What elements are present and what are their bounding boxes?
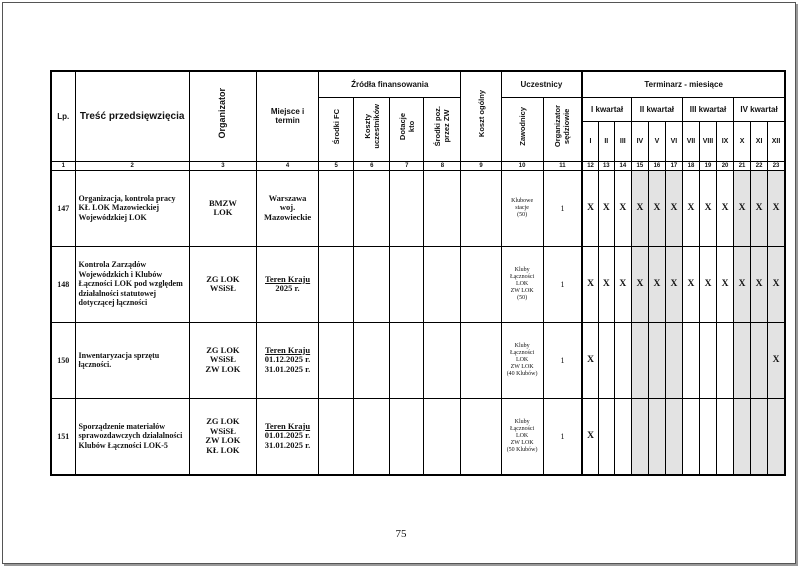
- row-month-mark: X: [598, 246, 614, 322]
- header-uczestnicy: Uczestnicy: [501, 71, 582, 97]
- column-number: 11: [543, 161, 582, 170]
- row-organizator: ZG LOK WSiSŁ ZW LOK KŁ LOK: [189, 398, 256, 475]
- row-srodki-zw: [424, 398, 461, 475]
- row-miejsce: Teren Kraju 2025 r.: [256, 246, 318, 322]
- row-koszty-uczestnikow: [354, 246, 390, 322]
- row-month-mark: [717, 322, 734, 398]
- row-miejsce: Teren Kraju 01.12.2025 r. 31.01.2025 r.: [256, 322, 318, 398]
- row-month-mark: X: [631, 170, 648, 246]
- column-number: 10: [501, 161, 543, 170]
- header-month: V: [648, 121, 665, 161]
- row-organizator: ZG LOK WSiSŁ ZW LOK: [189, 322, 256, 398]
- row-month-mark: X: [717, 170, 734, 246]
- row-lp: 147: [51, 170, 75, 246]
- column-number: 1: [51, 161, 75, 170]
- header-kwartal-3: III kwartał: [682, 97, 733, 121]
- column-number: 13: [598, 161, 614, 170]
- column-number: 8: [424, 161, 461, 170]
- row-srodki-zw: [424, 246, 461, 322]
- header-month: X: [734, 121, 751, 161]
- row-month-mark: X: [648, 246, 665, 322]
- row-month-mark: [614, 398, 631, 475]
- header-dotacje: Dotacje kto: [390, 97, 424, 161]
- row-month-mark: [717, 398, 734, 475]
- header-month: IX: [717, 121, 734, 161]
- row-month-mark: [598, 322, 614, 398]
- row-month-mark: X: [734, 170, 751, 246]
- row-month-mark: X: [768, 246, 785, 322]
- header-month: XII: [768, 121, 785, 161]
- header-srodki-fc: Środki FC: [319, 97, 354, 161]
- row-month-mark: X: [682, 170, 699, 246]
- row-srodki-fc: [319, 398, 354, 475]
- row-tresc: Inwentaryzacja sprzętu łączności.: [75, 322, 189, 398]
- column-number: 22: [751, 161, 768, 170]
- header-month: I: [582, 121, 598, 161]
- row-month-mark: X: [717, 246, 734, 322]
- row-organizator: ZG LOK WSiSŁ: [189, 246, 256, 322]
- column-number: 15: [631, 161, 648, 170]
- column-number: 19: [699, 161, 716, 170]
- column-number: 9: [461, 161, 501, 170]
- row-lp: 148: [51, 246, 75, 322]
- row-month-mark: [751, 398, 768, 475]
- column-number: 2: [75, 161, 189, 170]
- row-koszty-uczestnikow: [354, 398, 390, 475]
- row-month-mark: X: [768, 322, 785, 398]
- header-zrodla: Źródła finansowania: [319, 71, 461, 97]
- row-koszt-ogolny: [461, 246, 501, 322]
- row-organizator: BMZW LOK: [189, 170, 256, 246]
- row-month-mark: [614, 322, 631, 398]
- row-month-mark: X: [751, 170, 768, 246]
- table-row: [51, 246, 785, 322]
- plan-table: [50, 70, 786, 476]
- row-sedziowie: 1: [543, 170, 582, 246]
- row-koszt-ogolny: [461, 398, 501, 475]
- row-month-mark: X: [699, 170, 716, 246]
- column-number: 14: [614, 161, 631, 170]
- row-month-mark: [734, 322, 751, 398]
- row-month-mark: [699, 398, 716, 475]
- column-number: 5: [319, 161, 354, 170]
- column-number: 3: [189, 161, 256, 170]
- header-zawodnicy: Zawodnicy: [501, 97, 543, 161]
- row-month-mark: X: [665, 246, 682, 322]
- header-month: II: [598, 121, 614, 161]
- header-month: III: [614, 121, 631, 161]
- row-zawodnicy: Kluby Łączności LOK ZW LOK (40 Klubów): [501, 322, 543, 398]
- column-number: 21: [734, 161, 751, 170]
- row-month-mark: X: [768, 170, 785, 246]
- header-kwartal-1: I kwartał: [582, 97, 631, 121]
- row-sedziowie: 1: [543, 398, 582, 475]
- row-lp: 150: [51, 322, 75, 398]
- row-month-mark: [751, 322, 768, 398]
- row-month-mark: X: [665, 170, 682, 246]
- header-month: XI: [751, 121, 768, 161]
- row-zawodnicy: Kluby Łączności LOK ZW LOK (50 Klubów): [501, 398, 543, 475]
- column-number: 12: [582, 161, 598, 170]
- row-tresc: Sporządzenie materiałów sprawozdawczych działalności Klubów Łączności LOK-5: [75, 398, 189, 475]
- header-kwartal-4: IV kwartał: [734, 97, 785, 121]
- column-number: 4: [256, 161, 318, 170]
- header-kwartal-2: II kwartał: [631, 97, 682, 121]
- row-month-mark: X: [582, 246, 598, 322]
- row-tresc: Kontrola Zarządów Wojewódzkich i Klubów Łączności LOK pod względem działalności statutowej dotyczącej łączności: [75, 246, 189, 322]
- row-dotacje: [390, 170, 424, 246]
- page-number: 75: [395, 528, 407, 540]
- row-koszty-uczestnikow: [354, 322, 390, 398]
- row-month-mark: [598, 398, 614, 475]
- column-number: 16: [648, 161, 665, 170]
- row-month-mark: X: [614, 246, 631, 322]
- row-month-mark: [631, 398, 648, 475]
- row-sedziowie: 1: [543, 322, 582, 398]
- row-month-mark: X: [682, 246, 699, 322]
- column-number: 7: [390, 161, 424, 170]
- row-tresc: Organizacja, kontrola pracy KŁ LOK Mazowieckiej Wojewódzkiej LOK: [75, 170, 189, 246]
- row-month-mark: X: [699, 246, 716, 322]
- header-month: VIII: [699, 121, 716, 161]
- row-month-mark: X: [614, 170, 631, 246]
- header-organizator: Organizator: [189, 71, 256, 161]
- table-row: [51, 322, 785, 398]
- row-koszt-ogolny: [461, 170, 501, 246]
- row-month-mark: [768, 398, 785, 475]
- row-zawodnicy: Klubowe stacje (50): [501, 170, 543, 246]
- row-srodki-fc: [319, 246, 354, 322]
- row-month-mark: X: [751, 246, 768, 322]
- row-koszt-ogolny: [461, 322, 501, 398]
- row-dotacje: [390, 322, 424, 398]
- row-month-mark: X: [631, 246, 648, 322]
- row-srodki-zw: [424, 170, 461, 246]
- column-number: 23: [768, 161, 785, 170]
- row-month-mark: [648, 322, 665, 398]
- header-srodki-zw: Środki poz. przez ZW: [424, 97, 461, 161]
- header-koszty-uczestnikow: Koszty uczestników: [354, 97, 390, 161]
- header-tresc: Treść przedsięwzięcia: [75, 71, 189, 161]
- row-month-mark: X: [734, 246, 751, 322]
- column-number: 6: [354, 161, 390, 170]
- header-lp: Lp.: [51, 71, 75, 161]
- header-month: VII: [682, 121, 699, 161]
- row-srodki-fc: [319, 322, 354, 398]
- row-zawodnicy: Kluby Łączności LOK ZW LOK (50): [501, 246, 543, 322]
- row-srodki-zw: [424, 322, 461, 398]
- row-month-mark: [631, 322, 648, 398]
- row-month-mark: X: [582, 322, 598, 398]
- row-month-mark: X: [582, 170, 598, 246]
- row-dotacje: [390, 246, 424, 322]
- header-month: IV: [631, 121, 648, 161]
- row-month-mark: X: [598, 170, 614, 246]
- header-organizator-sedziowie: Organizator sędziowie: [543, 97, 582, 161]
- row-month-mark: X: [648, 170, 665, 246]
- header-terminarz: Terminarz - miesiące: [582, 71, 785, 97]
- table-row: [51, 398, 785, 475]
- row-miejsce: Warszawa woj. Mazowieckie: [256, 170, 318, 246]
- row-month-mark: [682, 398, 699, 475]
- row-sedziowie: 1: [543, 246, 582, 322]
- row-month-mark: [665, 398, 682, 475]
- row-lp: 151: [51, 398, 75, 475]
- table-row: [51, 170, 785, 246]
- row-month-mark: [699, 322, 716, 398]
- header-koszt-ogolny: Koszt ogólny: [461, 71, 501, 161]
- header-miejsce: Miejsce i termin: [256, 71, 318, 161]
- row-month-mark: [734, 398, 751, 475]
- row-srodki-fc: [319, 170, 354, 246]
- row-koszty-uczestnikow: [354, 170, 390, 246]
- column-number: 17: [665, 161, 682, 170]
- row-month-mark: [648, 398, 665, 475]
- row-month-mark: [665, 322, 682, 398]
- row-month-mark: [682, 322, 699, 398]
- row-month-mark: X: [582, 398, 598, 475]
- header-month: VI: [665, 121, 682, 161]
- row-dotacje: [390, 398, 424, 475]
- column-number: 20: [717, 161, 734, 170]
- column-number: 18: [682, 161, 699, 170]
- row-miejsce: Teren Kraju 01.01.2025 r. 31.01.2025 r.: [256, 398, 318, 475]
